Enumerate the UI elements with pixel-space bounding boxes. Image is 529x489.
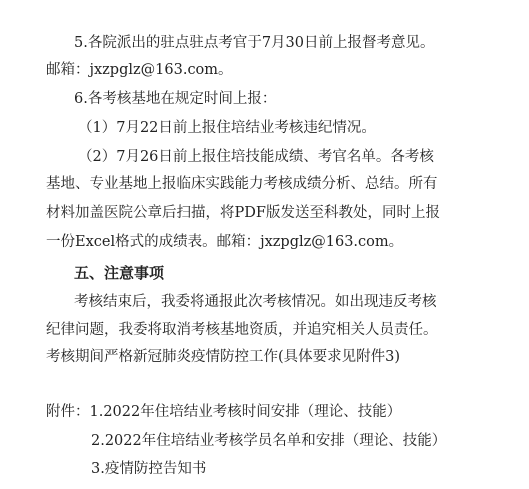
paragraph-line: 一份Excel格式的成绩表。邮箱：jxzpglz@163.com。 [46, 234, 404, 250]
paragraph-line: （1）7月22日前上报住培结业考核违纪情况。 [78, 120, 376, 136]
paragraph-line: （2）7月26日前上报住培技能成绩、考官名单。各考核 [78, 149, 434, 165]
attachment-line: 2.2022年住培结业考核学员名单和安排（理论、技能） [91, 433, 447, 449]
paragraph-line: 6.各考核基地在规定时间上报： [74, 91, 277, 107]
paragraph-line: 5.各院派出的驻点驻点考官于7月30日前上报督考意见。 [74, 35, 435, 51]
attachment-line: 附件：1.2022年住培结业考核时间安排（理论、技能） [46, 404, 402, 420]
notice-line: 考核结束后，我委将通报此次考核情况。如出现违反考核 [74, 294, 437, 310]
notice-line: 考核期间严格新冠肺炎疫情防控工作(具体要求见附件3) [46, 349, 401, 365]
paragraph-line: 材料加盖医院公章后扫描，将PDF版发送至科教处，同时上报 [46, 205, 440, 221]
section-heading: 五、注意事项 [74, 264, 165, 282]
paragraph-line: 基地、专业基地上报临床实践能力考核成绩分析、总结。所有 [46, 176, 438, 192]
paragraph-line: 邮箱：jxzpglz@163.com。 [46, 62, 233, 78]
notice-line: 纪律问题，我委将取消考核基地资质，并追究相关人员责任。 [46, 322, 438, 338]
attachment-line: 3.疫情防控告知书 [91, 461, 207, 477]
